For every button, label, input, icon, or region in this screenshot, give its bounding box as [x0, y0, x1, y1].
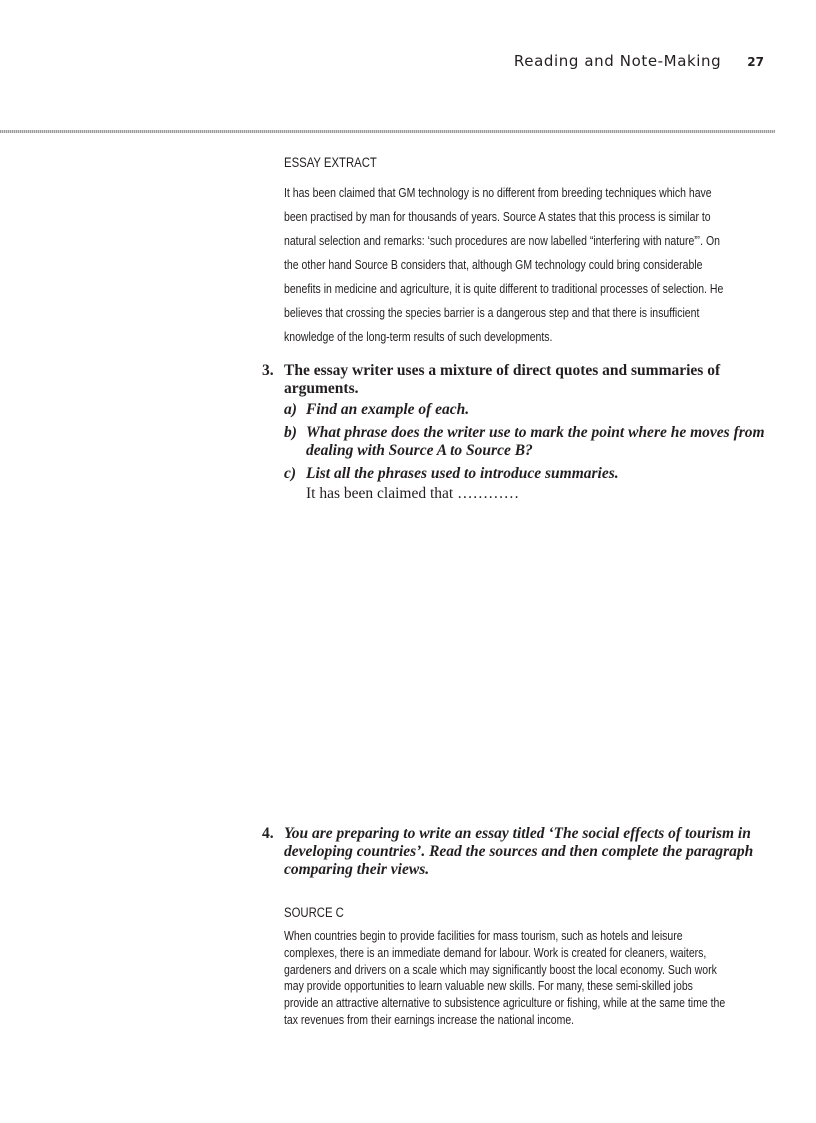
question-3a-text: Find an example of each.: [306, 401, 470, 418]
question-3b: [284, 424, 768, 460]
header-divider: [0, 130, 775, 133]
question-4-text: You are preparing to write an essay titled ‘The social effects of tourism in developing countries’. Read the sources and then complete the paragraph comparing their views.: [284, 825, 754, 878]
source-c-line: may provide opportunities to learn valuable new skills. For many, these semi-skilled jobs: [284, 979, 693, 994]
question-3-text: The essay writer uses a mixture of direct quotes and summaries of arguments.: [284, 362, 721, 397]
extract-line: knowledge of the long-term results of such developments.: [284, 330, 553, 344]
question-4-number: 4.: [262, 825, 274, 842]
question-3a: [284, 401, 768, 419]
source-c-text: [284, 928, 759, 1029]
question-3c-example: It has been claimed that …………: [306, 485, 520, 502]
question-3a-letter: a): [284, 401, 297, 418]
question-3-number: 3.: [262, 362, 274, 379]
extract-line: believes that crossing the species barrier is a dangerous step and that there is insufficient: [284, 306, 700, 320]
source-c-line: tax revenues from their earnings increase the national income.: [284, 1012, 575, 1027]
question-4: [262, 825, 768, 879]
source-c-line: complexes, there is an immediate demand for labour. Work is created for cleaners, waiters,: [284, 945, 707, 960]
source-c-line: gardeners and drivers on a scale which may significantly boost the local economy. Such work: [284, 962, 717, 977]
extract-line: It has been claimed that GM technology is no different from breeding techniques which have: [284, 186, 712, 200]
extract-line: benefits in medicine and agriculture, it is quite different to traditional processes of selection. He: [284, 282, 724, 296]
extract-line: the other hand Source B considers that, although GM technology could bring considerable: [284, 258, 703, 272]
source-c-line: provide an attractive alternative to subsistence agriculture or fishing, while at the same time the: [284, 996, 726, 1011]
extract-line: been practised by man for thousands of years. Source A states that this process is similar to: [284, 210, 711, 224]
question-3c-text: List all the phrases used to introduce summaries.: [306, 465, 619, 482]
question-3b-text: What phrase does the writer use to mark the point where he moves from dealing with Source A to Source B?: [306, 424, 765, 459]
essay-extract-text: [284, 181, 763, 349]
source-c-line: When countries begin to provide facilities for mass tourism, such as hotels and leisure: [284, 929, 683, 943]
page-number: 27: [747, 55, 764, 69]
question-3c: [284, 465, 768, 483]
extract-line: natural selection and remarks: ‘such procedures are now labelled “interfering with nature”’. On: [284, 234, 720, 248]
running-header-title: Reading and Note-Making: [513, 52, 722, 70]
question-3b-letter: b): [284, 424, 297, 441]
essay-extract-label: ESSAY EXTRACT: [284, 155, 377, 170]
question-3: [262, 362, 768, 503]
source-c-label: SOURCE C: [284, 905, 344, 920]
question-3c-letter: c): [284, 465, 297, 482]
running-header: [514, 52, 764, 70]
